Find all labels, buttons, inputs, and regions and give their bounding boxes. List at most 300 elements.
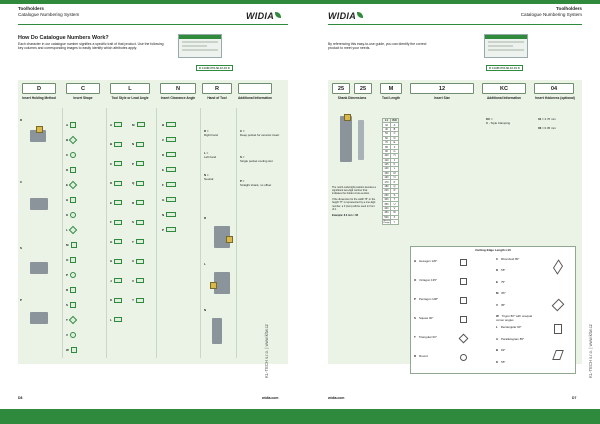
shape-icon [70, 257, 76, 263]
shape-item [66, 347, 77, 353]
code-box-additional: KC [482, 83, 526, 94]
cut-shape-icon [460, 259, 467, 266]
cut-item [496, 338, 536, 342]
header-title: Toolholders [18, 6, 44, 11]
cut-shape-icon [554, 324, 562, 334]
shape-icon [70, 152, 76, 158]
shape-icon [71, 347, 77, 353]
length-code: K [391, 162, 399, 166]
style-item [110, 161, 122, 166]
shape-letter: T [66, 318, 68, 322]
style-letter: M [132, 122, 135, 127]
length-code: H [391, 154, 399, 158]
shape-letter: P [66, 273, 69, 277]
code-box-height: 25 [354, 83, 372, 94]
shape-letter: R [66, 288, 69, 292]
length-mm: 160 [384, 176, 389, 180]
length-code: D [391, 136, 399, 140]
clearance-icon [166, 227, 176, 232]
additional-s: S = Single pocket cooling slot [240, 155, 273, 163]
hand-n: N = Neutral [204, 173, 214, 181]
cut-shape-icon [460, 278, 467, 285]
header-subtitle: Catalogue Numbering System [520, 11, 582, 17]
length-mm: Special Design [383, 219, 390, 225]
cut-item [414, 355, 454, 359]
cut-label: Rectangular 90° [500, 325, 522, 330]
style-icon [114, 220, 122, 225]
style-icon [114, 181, 122, 186]
header-subtitle: Catalogue Numbering System [18, 11, 80, 17]
length-mm: 200 [384, 189, 389, 193]
cut-item [496, 361, 536, 365]
cut-item [414, 298, 454, 302]
intro-text: Each character in our catalogue number signifies a specific trait of that product. Use the following key columns and corresponding images to easily identify which attributes apply. [18, 42, 164, 51]
length-mm: 450 [384, 211, 389, 215]
col-label-insert-size: Insert Size [434, 96, 450, 100]
shape-icon [70, 332, 76, 338]
insert-icon [36, 126, 43, 133]
style-letter: J [110, 278, 112, 283]
style-item [132, 220, 144, 225]
style-letter: A [110, 122, 113, 127]
cut-label: Triangular 60° [418, 335, 437, 339]
hand-fig-r: R [204, 216, 207, 220]
clearance-letter: F [162, 182, 164, 187]
length-mm: 90 [383, 149, 391, 153]
style-icon [114, 317, 122, 322]
style-letter: P [132, 161, 135, 166]
length-mm: 140 [384, 167, 389, 171]
cut-label: 55° [501, 359, 506, 364]
code-box-shape: C [66, 83, 100, 94]
col-label-shank: Shank Dimensions [337, 96, 367, 100]
catalogue-thumbnail [484, 34, 528, 58]
style-item [132, 161, 144, 166]
page-number: D8 [18, 396, 23, 400]
shape-letter: A [66, 123, 69, 127]
style-item [132, 259, 144, 264]
cut-item [496, 326, 536, 330]
style-item [110, 298, 122, 303]
cut-code: B [496, 348, 499, 353]
cut-code: H [414, 259, 417, 263]
col-label-shape: Insert Shape [73, 96, 93, 100]
style-letter: E [110, 200, 113, 205]
cut-label: Parallelogram 85° [501, 336, 525, 341]
cut-label: Trigon 80° with unequal corner angles [496, 314, 533, 322]
side-credit: KL-TECH s.r.o. | www.kltw.cz [588, 324, 593, 378]
holder-c-illustration [30, 198, 48, 210]
length-code: T [391, 198, 399, 202]
holding-p: P [20, 298, 23, 302]
shape-letter: D [66, 168, 69, 172]
col-rule [200, 108, 201, 358]
shape-item [66, 332, 76, 338]
style-icon [114, 142, 122, 147]
cut-code: M [496, 291, 499, 296]
length-code: E [391, 140, 399, 144]
thumbnail-label: D CLNR-PCLNL12-04 D [196, 65, 233, 71]
shape-letter: K [66, 213, 69, 217]
shape-letter: O [66, 258, 69, 262]
divider [18, 24, 288, 25]
style-icon [114, 298, 122, 303]
holder-s-illustration [30, 262, 48, 274]
shape-item [66, 302, 76, 308]
cut-shape-icon [460, 316, 467, 323]
cut-item [414, 279, 454, 283]
cut-item [496, 269, 536, 273]
style-icon [136, 161, 144, 166]
style-item [132, 278, 144, 283]
col-label-holding: Insert Holding Method [22, 96, 56, 100]
cut-item [414, 317, 454, 321]
shape-letter: W [66, 348, 69, 352]
style-icon [136, 200, 144, 205]
length-code: J [391, 158, 399, 162]
code-box-additional [238, 83, 272, 94]
shank-note: The notch-code/right position denotes a significant two-digit number that indicates the holder cross-section. If the dimension for the width "B" or the height "H" is represented by a one-digit number, a 0 (zero) will be used in front of it. Example: 8.0 mm = 08 [332, 186, 376, 217]
cut-item [496, 315, 536, 322]
style-letter: B [110, 142, 113, 146]
divider [328, 24, 582, 25]
shape-item [66, 257, 76, 263]
shape-item [66, 122, 76, 128]
cut-code: R [414, 354, 417, 358]
style-item [110, 220, 122, 225]
tool-length-table [382, 118, 399, 225]
hand-fig-n: N [204, 308, 207, 312]
cut-item [414, 336, 454, 340]
style-item [110, 259, 122, 264]
code-box-style: L [110, 83, 150, 94]
length-mm: 150 [384, 171, 389, 175]
cut-label: 86° [501, 291, 506, 296]
style-item [110, 278, 122, 283]
clearance-icon [166, 167, 176, 172]
shape-letter: E [66, 183, 69, 187]
length-code: A [391, 123, 399, 127]
insert-icon [226, 236, 233, 243]
style-letter: F [110, 220, 112, 224]
col-label-length: Tool Length [382, 96, 400, 100]
cut-code: S [414, 316, 416, 320]
top-bar [300, 0, 600, 4]
clearance-icon [166, 137, 176, 142]
shape-item [66, 242, 77, 248]
length-mm: 80 [383, 145, 391, 149]
shape-item [66, 152, 76, 158]
page-number: D7 [572, 396, 577, 400]
shape-item [66, 182, 76, 188]
style-letter: D [110, 181, 113, 185]
length-mm: 170 [384, 180, 389, 184]
col-label-style: Tool Style or Lead Angle [111, 96, 149, 100]
style-letter: N [132, 142, 135, 146]
style-item [110, 239, 122, 244]
length-code: L [391, 167, 399, 171]
length-mm: 32 [383, 123, 391, 127]
shape-letter: V [66, 333, 69, 337]
top-bar [0, 0, 300, 4]
clearance-icon [166, 197, 176, 202]
hand-l: L = Left hand [204, 151, 217, 159]
hand-fig-l: L [204, 262, 206, 266]
code-box-hand: R [202, 83, 232, 94]
clearance-letter: N [162, 212, 165, 217]
shape-letter: M [66, 243, 69, 247]
insert-icon [210, 282, 217, 289]
col-label-additional: Additional Information [487, 96, 521, 100]
cut-item [496, 258, 536, 262]
shape-item [66, 197, 76, 203]
style-letter: U [132, 259, 135, 263]
insert-icon [344, 114, 351, 121]
cut-label: 75° [500, 279, 506, 284]
clearance-item [162, 182, 176, 187]
additional-c: C = Deep pocket for ceramic insert [240, 129, 280, 137]
style-item [132, 200, 144, 205]
style-item [132, 239, 144, 244]
shape-item [66, 287, 76, 293]
col-label-additional: Additional Information [238, 96, 272, 100]
hand-n-illustration [212, 318, 222, 344]
style-letter: V [132, 278, 135, 283]
shape-icon [69, 136, 77, 144]
length-code: V [391, 206, 399, 210]
code-box-insert-size: 12 [410, 83, 474, 94]
cut-code: V [496, 302, 498, 307]
hand-r: R = Right hand [204, 129, 218, 137]
cut-label: Square 90° [418, 316, 434, 320]
length-mm: 110 [384, 158, 389, 162]
shape-letter: C [66, 153, 69, 157]
style-icon [114, 161, 122, 166]
shank-side-illustration [358, 120, 364, 160]
style-letter: Q [132, 181, 135, 185]
cut-code: E [496, 279, 498, 284]
cut-code: T [414, 335, 416, 339]
widia-logo: WIDIA [246, 11, 281, 21]
cut-code: L [496, 325, 498, 330]
length-code: M [391, 171, 399, 175]
length-mm: 40 [383, 127, 391, 131]
shank-illustration [340, 116, 352, 162]
length-code: P [391, 180, 399, 184]
shape-icon [71, 242, 77, 248]
clearance-icon [166, 152, 176, 157]
bottom-bar [0, 409, 300, 424]
clearance-item [162, 122, 176, 127]
cut-code: K [496, 359, 499, 364]
clearance-item [162, 197, 176, 202]
bottom-bar [300, 409, 600, 424]
clearance-letter: D [162, 152, 165, 157]
shape-letter: B [66, 138, 69, 142]
clearance-letter: P [162, 227, 165, 232]
style-icon [137, 122, 145, 127]
cut-label: Octagon 135° [419, 278, 437, 282]
style-letter: L [110, 317, 112, 322]
intro-text: By referencing this easy-to-use guide, you can identify the correct product to meet your needs. [328, 42, 427, 51]
cut-label: 35° [500, 302, 506, 307]
clearance-letter: E [162, 167, 165, 172]
length-code: C [391, 132, 399, 136]
style-icon [114, 122, 122, 127]
shape-item [66, 167, 76, 173]
holder-p-illustration [30, 312, 48, 324]
col-label-hand: Hand of Tool [207, 96, 227, 100]
cut-shape-icon [460, 297, 467, 304]
clearance-icon [166, 122, 176, 127]
length-mm: 50 [383, 132, 391, 136]
site-url: widia.com [262, 396, 279, 400]
shape-letter: S [66, 303, 69, 307]
length-mm: 500 [384, 215, 389, 219]
cut-code: C [496, 257, 499, 261]
style-item [132, 142, 144, 147]
length-mm: 250 [384, 193, 389, 197]
shape-icon [70, 287, 76, 293]
style-item [132, 122, 145, 127]
shape-icon [69, 271, 77, 279]
style-letter: G [110, 239, 113, 244]
length-mm: 350 [384, 202, 389, 206]
side-credit-left: KL-TECH s.r.o. | www.kltw.cz [264, 324, 269, 378]
style-icon [114, 200, 122, 205]
shape-item [66, 212, 76, 218]
length-mm: 125 [384, 163, 389, 167]
col-rule [106, 108, 107, 358]
clearance-item [162, 227, 176, 232]
style-item [110, 122, 122, 127]
cut-label: 82° [501, 348, 506, 353]
style-icon [136, 278, 144, 283]
length-code: B [391, 127, 399, 131]
page-header [18, 6, 79, 17]
additional-kc: KC = D - Style Clamping [486, 117, 511, 125]
code-box-width: 25 [332, 83, 350, 94]
style-item [110, 181, 122, 186]
shape-letter: L [66, 228, 68, 232]
shape-icon [69, 226, 77, 234]
additional-p: P = Straight shank, no offset [240, 179, 272, 187]
code-box-holding: D [22, 83, 56, 94]
style-icon [114, 239, 122, 244]
clearance-icon [166, 212, 176, 217]
length-code: R [391, 189, 399, 193]
cut-label: Round [419, 354, 428, 358]
style-item [110, 317, 122, 322]
widia-logo: WIDIA [328, 11, 363, 21]
length-mm: 180 [384, 185, 389, 189]
length-code: Y [391, 219, 399, 224]
style-letter: K [110, 298, 113, 302]
cut-label: Rhomboid 80° [501, 257, 520, 261]
length-mm: 100 [384, 154, 389, 158]
shape-icon [70, 212, 76, 218]
thickness-04: 04 = 4.76 mm [538, 117, 556, 121]
clearance-icon [166, 182, 176, 187]
style-item [132, 181, 144, 186]
holding-s: S [20, 246, 23, 250]
style-letter: S [132, 220, 135, 224]
shape-icon [70, 167, 76, 173]
col-rule [156, 108, 157, 358]
length-code: N [391, 176, 399, 180]
clearance-item [162, 212, 176, 217]
length-code: G [391, 149, 399, 153]
cut-code: P [414, 297, 416, 301]
length-code: W [391, 211, 399, 215]
thumbnail-label: D CLNR-PCLNL12-04 D [486, 65, 523, 71]
length-code: ISO [392, 119, 397, 123]
style-icon [136, 298, 144, 303]
style-item [132, 298, 144, 303]
col-label-thickness: Insert thickness (optional) [535, 96, 575, 100]
cut-label: Hexagon 120° [419, 259, 438, 263]
cut-code: O [414, 278, 417, 282]
shape-icon [69, 181, 77, 189]
clearance-item [162, 167, 176, 172]
cut-code: A [496, 336, 499, 341]
shape-icon [70, 122, 76, 128]
style-item [110, 142, 122, 147]
length-mm: 300 [384, 198, 389, 202]
style-letter: R [132, 200, 135, 205]
style-icon [136, 181, 144, 186]
code-box-length: M [380, 83, 402, 94]
length-code: X [391, 215, 399, 219]
style-icon [136, 259, 144, 264]
leaf-icon [275, 12, 281, 18]
page-header [521, 6, 582, 17]
length-row [383, 219, 399, 224]
length-mm: 60 [383, 136, 391, 140]
cut-item [414, 260, 454, 264]
style-letter: H [110, 259, 113, 263]
cut-item [496, 304, 536, 308]
style-icon [136, 239, 144, 244]
leaf-icon [357, 12, 363, 18]
style-icon [114, 278, 122, 283]
cut-label: 55° [501, 268, 506, 273]
holding-c: C [20, 180, 23, 184]
length-code: S [391, 193, 399, 197]
shape-item [66, 272, 76, 278]
right-page [300, 0, 600, 424]
style-item [110, 200, 122, 205]
shape-item [66, 317, 76, 323]
code-box-clearance: N [160, 83, 196, 94]
shape-icon [70, 197, 76, 203]
cut-code: W [496, 314, 499, 318]
site-url: widia.com [328, 396, 345, 400]
code-box-thickness: 04 [534, 83, 574, 94]
shape-item [66, 137, 76, 143]
header-title: Toolholders [556, 6, 582, 11]
holding-d: D [20, 118, 23, 122]
clearance-item [162, 137, 176, 142]
style-icon [136, 142, 144, 147]
clearance-letter: B [162, 122, 165, 127]
catalogue-thumbnail [178, 34, 222, 58]
shape-icon [70, 302, 76, 308]
style-letter: Y [132, 298, 135, 302]
shape-letter: H [66, 198, 69, 202]
page-title: How Do Catalogue Numbers Work? [18, 35, 109, 41]
shape-icon [69, 316, 77, 324]
